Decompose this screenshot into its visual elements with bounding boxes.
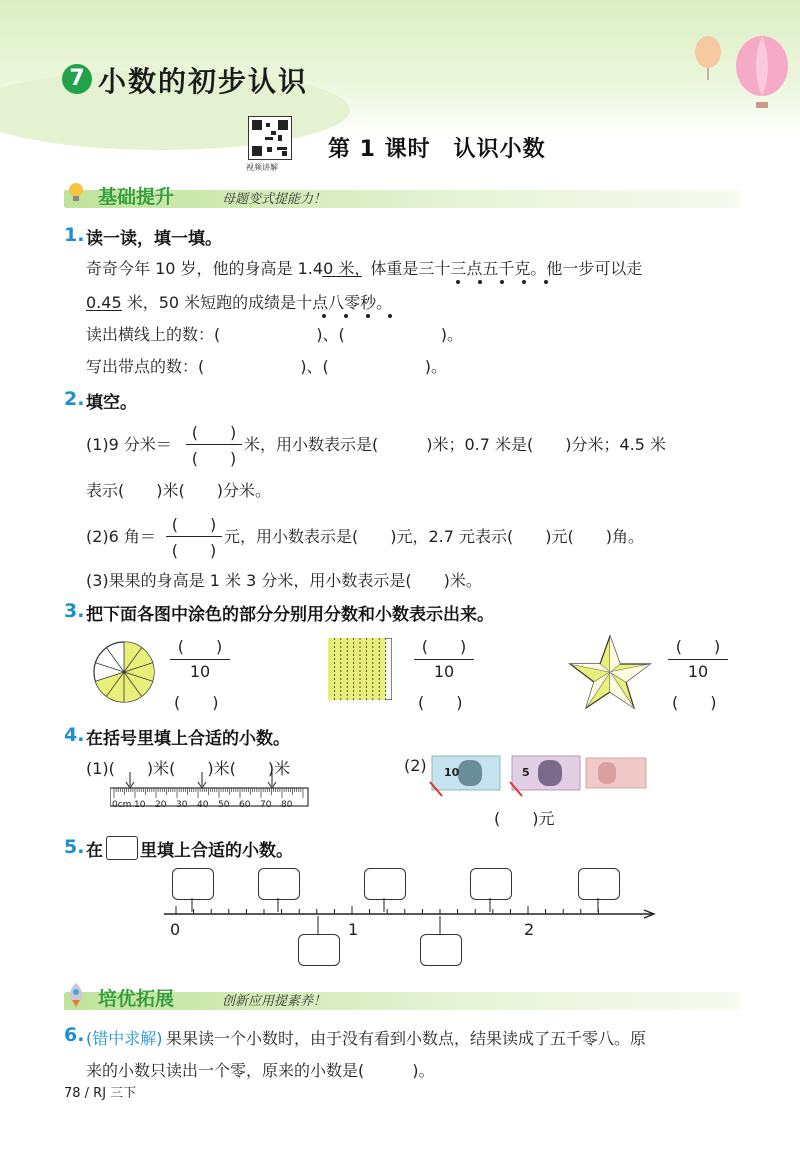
underline <box>322 276 362 277</box>
question-text: 0.45 米，50 米短跑的成绩是十点八零秒。 <box>86 293 393 312</box>
question-heading: 把下面各图中涂色的部分分别用分数和小数表示出来。 <box>86 605 494 625</box>
page-footer: 78 / RJ 三下 <box>64 1086 137 1101</box>
question-number: 5. <box>64 836 85 858</box>
question-heading-part: 里填上合适的小数。 <box>140 841 293 861</box>
ruler-label: 60 <box>239 800 251 810</box>
section-title: 培优拓展 <box>98 988 175 1010</box>
question-number: 3. <box>64 600 85 622</box>
ruler-label: 40 <box>197 800 209 810</box>
question-heading: 读一读，填一填。 <box>86 229 222 249</box>
decimal-answer[interactable]: ( ) <box>174 693 219 712</box>
shaded-grid-figure <box>328 638 392 700</box>
chapter-title: 小数的初步认识 <box>98 65 309 98</box>
fill-blank-line[interactable]: 写出带点的数：( )、( )。 <box>86 357 447 376</box>
question-heading-part: 在 <box>86 841 103 861</box>
section-title: 基础提升 <box>98 186 175 208</box>
question-tag: (错中求解) <box>86 1029 163 1048</box>
balloon-icon <box>690 30 790 110</box>
chapter-number-badge: 7 <box>62 64 92 94</box>
shaded-star-figure <box>568 634 652 710</box>
emphasis-dots <box>450 278 560 286</box>
decimal-answer[interactable]: ( ) <box>672 693 717 712</box>
ruler-label: 50 <box>218 800 230 810</box>
banknote-value: 10 <box>444 766 460 779</box>
shaded-circle-figure <box>92 640 156 704</box>
decimal-answer[interactable]: ( ) <box>418 693 463 712</box>
section-subtitle: 母题变式提能力！ <box>222 192 327 207</box>
fraction-blank[interactable]: ( ) ( ) <box>166 512 222 561</box>
question-text: (2) <box>404 756 427 775</box>
banknotes-figure <box>428 752 650 798</box>
number-line-answer-box[interactable] <box>420 934 462 966</box>
question-number: 2. <box>64 388 85 410</box>
lightbulb-icon <box>64 180 88 204</box>
ruler-labels <box>110 800 310 814</box>
question-number: 1. <box>64 224 85 246</box>
rocket-icon <box>64 982 88 1008</box>
question-heading: 填空。 <box>86 393 137 413</box>
question-text: (1)9 分米＝ <box>86 435 172 454</box>
fraction-answer[interactable]: ( ) 10 <box>170 634 230 681</box>
ruler-label: 0cm <box>112 800 132 810</box>
fraction-blank[interactable]: ( ) ( ) <box>186 420 242 469</box>
section-subtitle: 创新应用提素养！ <box>222 994 327 1009</box>
question-text: 奇奇今年 10 岁，他的身高是 1.40 米，体重是三十三点五千克。他一步可以走 <box>86 259 643 278</box>
question-text[interactable]: 元，用小数表示是( )元，2.7 元表示( )元( )角。 <box>224 527 644 546</box>
lesson-title: 第 1 课时 认识小数 <box>328 137 546 162</box>
banknote-value: 5 <box>522 766 530 779</box>
axis-label: 2 <box>524 920 535 939</box>
qr-caption: 视频讲解 <box>246 163 278 172</box>
axis-label: 0 <box>170 920 181 939</box>
question-text[interactable]: (3)果果的身高是 1 米 3 分米，用小数表示是( )米。 <box>86 571 482 590</box>
ruler-label: 10 <box>134 800 146 810</box>
answer-box-sample <box>106 836 138 860</box>
ruler-label: 20 <box>155 800 167 810</box>
number-line <box>160 896 660 936</box>
question-heading: 在括号里填上合适的小数。 <box>86 729 290 749</box>
money-answer[interactable]: ( )元 <box>494 809 555 828</box>
fraction-answer[interactable]: ( ) 10 <box>668 634 728 681</box>
question-text[interactable]: 米，用小数表示是( )米；0.7 米是( )分米；4.5 米 <box>244 435 667 454</box>
underline <box>86 310 122 311</box>
question-text: (2)6 角＝ <box>86 527 156 546</box>
fraction-answer[interactable]: ( ) 10 <box>414 634 474 681</box>
axis-label: 1 <box>348 920 359 939</box>
fill-blank-line[interactable]: 读出横线上的数：( )、( )。 <box>86 325 463 344</box>
question-text: 果果读一个小数时，由于没有看到小数点，结果读成了五千零八。原 <box>166 1029 647 1048</box>
question-text[interactable]: 表示( )米( )分米。 <box>86 481 271 500</box>
question-text[interactable]: (1)( )米( )米( )米 <box>86 759 291 778</box>
question-number: 6. <box>64 1024 85 1046</box>
ruler-label: 30 <box>176 800 188 810</box>
question-number: 4. <box>64 724 85 746</box>
ruler-label: 70 <box>260 800 272 810</box>
question-text[interactable]: 来的小数只读出一个零，原来的小数是( )。 <box>86 1061 435 1080</box>
number-line-answer-box[interactable] <box>298 934 340 966</box>
ruler-label: 80 <box>281 800 293 810</box>
qr-code-icon[interactable] <box>248 116 292 160</box>
emphasis-dots <box>318 312 408 320</box>
